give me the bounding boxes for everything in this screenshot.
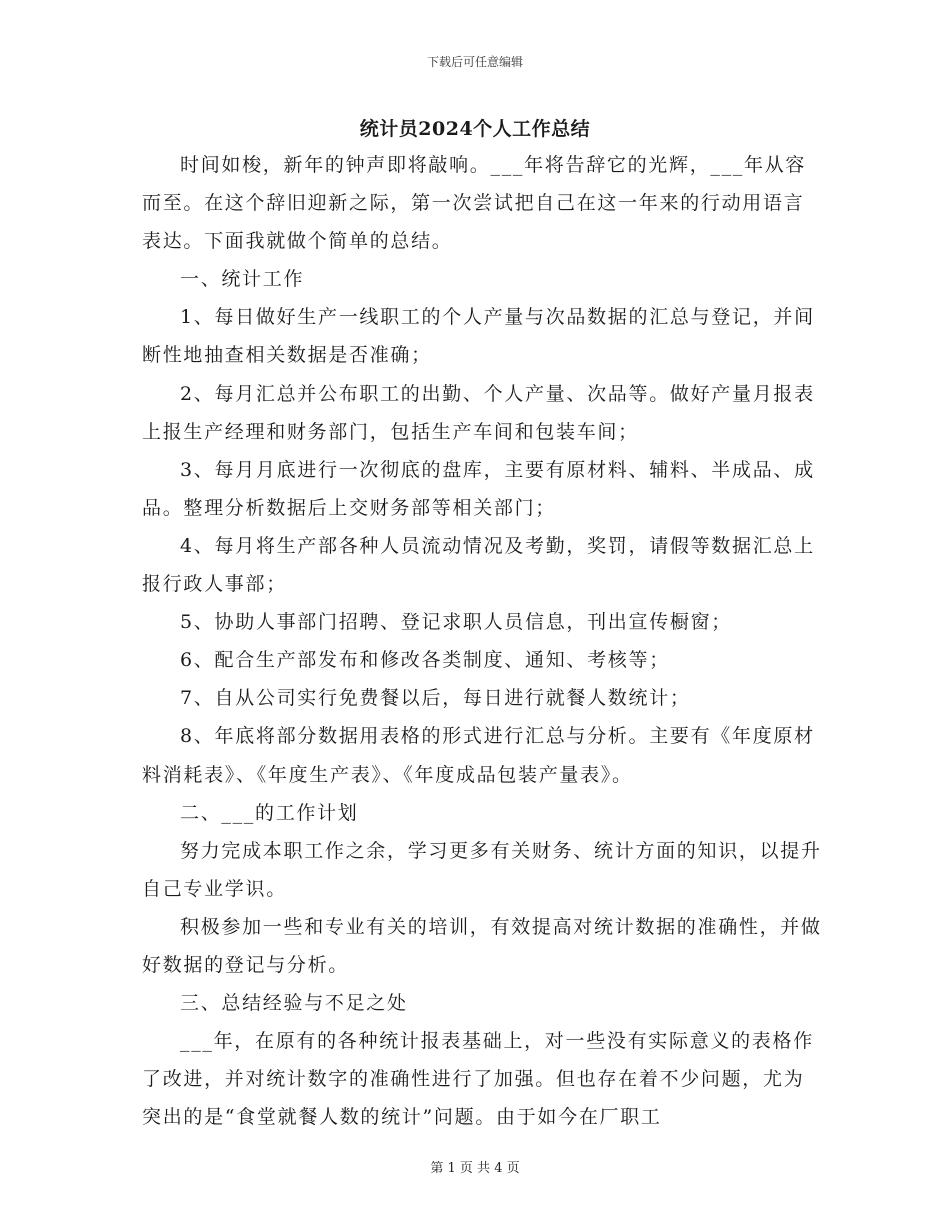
section-heading-work-plan: 二、___的工作计划 <box>180 801 359 824</box>
document-title: 统计员2024个人工作总结 <box>359 118 591 140</box>
list-item-5: 5、协助人事部门招聘、登记求职人员信息，刊出宣传橱窗； <box>180 611 732 634</box>
paragraph-intro: 时间如梭，新年的钟声即将敲响。___年将告辞它的光辉，___年从容而至。在这个辞旧迎新之际，第一次尝试把自己在这一年来的行动用语言表达。下面我就做个简单的总结。 <box>142 154 807 253</box>
list-item-1: 1、每日做好生产一线职工的个人产量与次品数据的汇总与登记，并间断性地抽查相关数据是否准确； <box>142 306 815 367</box>
list-item-6: 6、配合生产部发布和修改各类制度、通知、考核等； <box>180 649 670 672</box>
list-item-4: 4、每月将生产部各种人员流动情况及考勤，奖罚，请假等数据汇总上报行政人事部； <box>142 534 815 596</box>
paragraph-plan-1: 努力完成本职工作之余，学习更多有关财务、统计方面的知识，以提升自己专业学识。 <box>142 839 822 900</box>
list-item-3: 3、每月月底进行一次彻底的盘库，主要有原材料、辅料、半成品、成品。整理分析数据后上交财务部等相关部门； <box>142 458 815 519</box>
document-body <box>142 146 822 1136</box>
section-heading-statistics-work: 一、统计工作 <box>180 268 305 291</box>
list-item-2: 2、每月汇总并公布职工的出勤、个人产量、次品等。做好产量月报表上报生产经理和财务部门，包括生产车间和包装车间； <box>142 382 815 443</box>
list-item-8: 8、年底将部分数据用表格的形式进行汇总与分析。主要有《年度原材料消耗表》、《年度生产表》、《年度成品包装产量表》。 <box>142 725 815 786</box>
paragraph-summary: ___年，在原有的各种统计报表基础上，对一些没有实际意义的表格作了改进，并对统计数字的准确性进行了加强。但也存在着不少问题，尤为突出的是“食堂就餐人数的统计”问题。由于如今在厂职工 <box>142 1030 814 1129</box>
list-item-7: 7、自从公司实行免费餐以后，每日进行就餐人数统计； <box>180 687 691 710</box>
page-header-note: 下载后可任意编辑 <box>426 55 523 69</box>
page-number: 第 1 页 共 4 页 <box>430 1161 520 1176</box>
paragraph-plan-2: 积极参加一些和专业有关的培训，有效提高对统计数据的准确性，并做好数据的登记与分析。 <box>142 915 822 976</box>
section-heading-summary: 三、总结经验与不足之处 <box>180 992 408 1015</box>
